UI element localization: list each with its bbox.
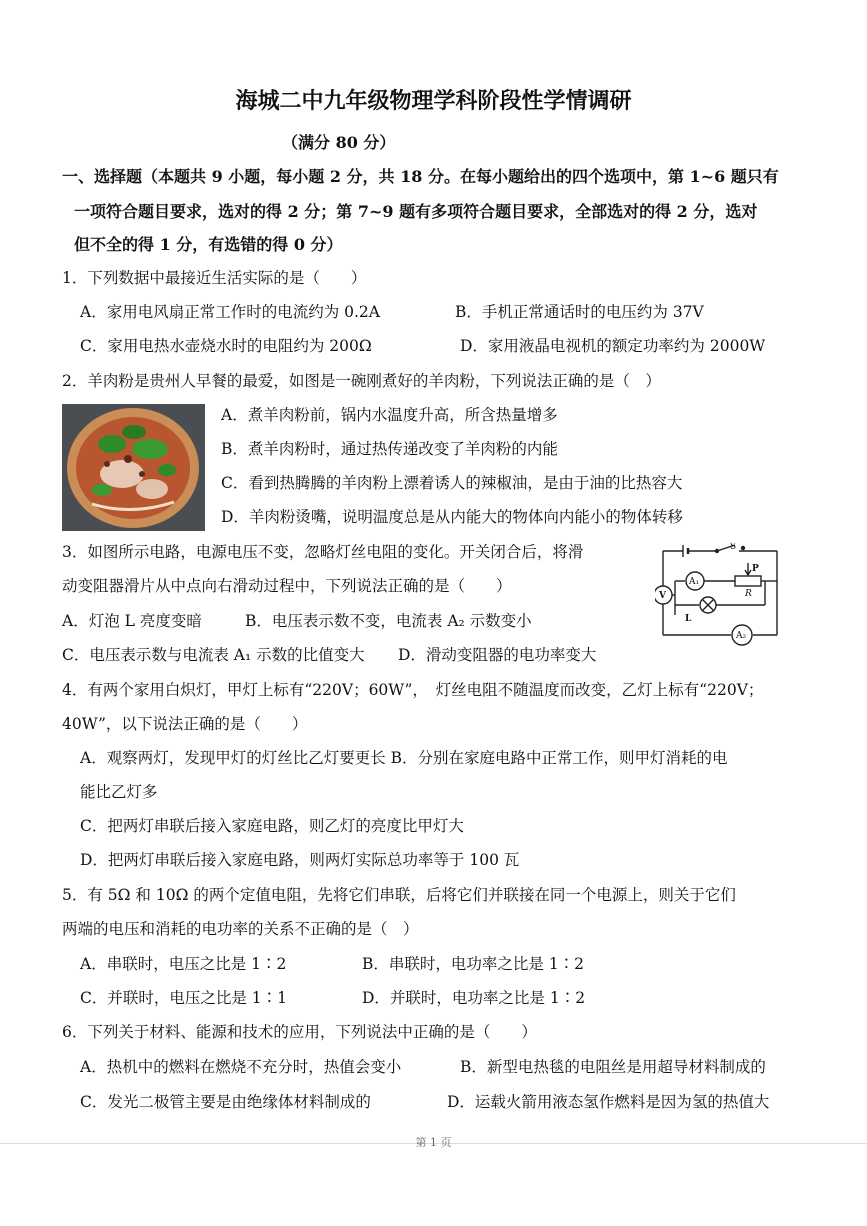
q1-option-b: B．手机正常通话时的电压约为 37V [455,303,704,321]
mutton-noodle-bowl-image [62,404,205,531]
q1-stem: 1．下列数据中最接近生活实际的是（ ） [62,269,367,287]
q5-option-d: D．并联时，电功率之比是 1∶2 [362,989,586,1007]
q1-option-a: A．家用电风扇正常工作时的电流约为 0.2A [80,303,380,321]
q6-option-a: A．热机中的燃料在燃烧不充分时，热值会变小 [80,1058,402,1076]
q1-option-c: C．家用电热水壶烧水时的电阻约为 200Ω [80,337,372,355]
q6-option-b: B．新型电热毯的电阻丝是用超导材料制成的 [460,1058,766,1076]
page-number: 第 1 页 [415,1136,452,1149]
circuit-rheostat-label: R [745,589,752,599]
q3-option-d: D．滑动变阻器的电功率变大 [398,646,597,664]
q4-option-c: C．把两灯串联后接入家庭电路，则乙灯的亮度比甲灯大 [80,817,464,835]
section-heading-line1: 一、选择题（本题共 9 小题，每小题 2 分，共 18 分。在每小题给出的四个选项中，第 1~6 题只有 [62,167,779,186]
q4-option-ab-line1: A．观察两灯，发现甲灯的灯丝比乙灯要更长 B．分别在家庭电路中正常工作，则甲灯消耗的电 [80,749,728,767]
section-heading-line3: 但不全的得 1 分，有选错的得 0 分） [74,235,343,254]
q5-option-b: B．串联时，电功率之比是 1∶2 [362,955,585,973]
q2-stem: 2．羊肉粉是贵州人早餐的最爱，如图是一碗刚煮好的羊肉粉，下列说法正确的是（ ） [62,372,661,390]
q6-option-c: C．发光二极管主要是由绝缘体材料制成的 [80,1093,371,1111]
score-note: （满分 80 分） [282,133,396,152]
q6-stem: 6．下列关于材料、能源和技术的应用，下列说法中正确的是（ ） [62,1023,537,1041]
q6-option-d: D．运载火箭用液态氢作燃料是因为氢的热值大 [447,1093,770,1111]
q2-option-a: A．煮羊肉粉前，锅内水温度升高，所含热量增多 [221,406,558,424]
circuit-ammeter1-label: A₁ [689,577,700,587]
q3-stem-line1: 3．如图所示电路，电源电压不变，忽略灯丝电阻的变化。开关闭合后，将滑 [62,543,584,561]
q2-option-d: D．羊肉粉烫嘴，说明温度总是从内能大的物体向内能小的物体转移 [221,508,683,526]
circuit-switch-label: S [730,543,737,552]
q2-option-b: B．煮羊肉粉时，通过热传递改变了羊肉粉的内能 [221,440,558,458]
circuit-diagram [655,543,785,647]
circuit-voltmeter-label: V [659,591,666,601]
circuit-lamp-label: L [685,614,692,624]
q3-option-c: C．电压表示数与电流表 A₁ 示数的比值变大 [62,646,365,664]
q4-option-d: D．把两灯串联后接入家庭电路，则两灯实际总功率等于 100 瓦 [80,851,520,869]
q4-stem-line2: 40W”，以下说法正确的是（ ） [62,715,308,733]
q3-option-b: B．电压表示数不变，电流表 A₂ 示数变小 [245,612,532,630]
circuit-slider-label: P [752,564,759,574]
q3-stem-line2: 动变阻器滑片从中点向右滑动过程中，下列说法正确的是（ ） [62,577,512,595]
q2-option-c: C．看到热腾腾的羊肉粉上漂着诱人的辣椒油，是由于油的比热容大 [221,474,683,492]
q5-stem-line1: 5．有 5Ω 和 10Ω 的两个定值电阻，先将它们串联，后将它们并联接在同一个电源上，则关于它们 [62,886,736,904]
q4-option-ab-line2: 能比乙灯多 [80,783,158,801]
q1-option-d: D．家用液晶电视机的额定功率约为 2000W [460,337,766,355]
page-title: 海城二中九年级物理学科阶段性学情调研 [235,88,632,114]
q5-option-a: A．串联时，电压之比是 1∶2 [80,955,287,973]
q3-option-a: A．灯泡 L 亮度变暗 [62,612,202,630]
circuit-ammeter2-label: A₂ [736,631,747,641]
q4-stem-line1: 4．有两个家用白炽灯，甲灯上标有“220V；60W”， 灯丝电阻不随温度而改变，乙灯上标有“220V； [62,681,764,699]
q5-stem-line2: 两端的电压和消耗的电功率的关系不正确的是（ ） [62,920,419,938]
q5-option-c: C．并联时，电压之比是 1∶1 [80,989,288,1007]
section-heading-line2: 一项符合题目要求，选对的得 2 分；第 7~9 题有多项符合题目要求，全部选对的得 2 分，选对 [74,202,758,221]
